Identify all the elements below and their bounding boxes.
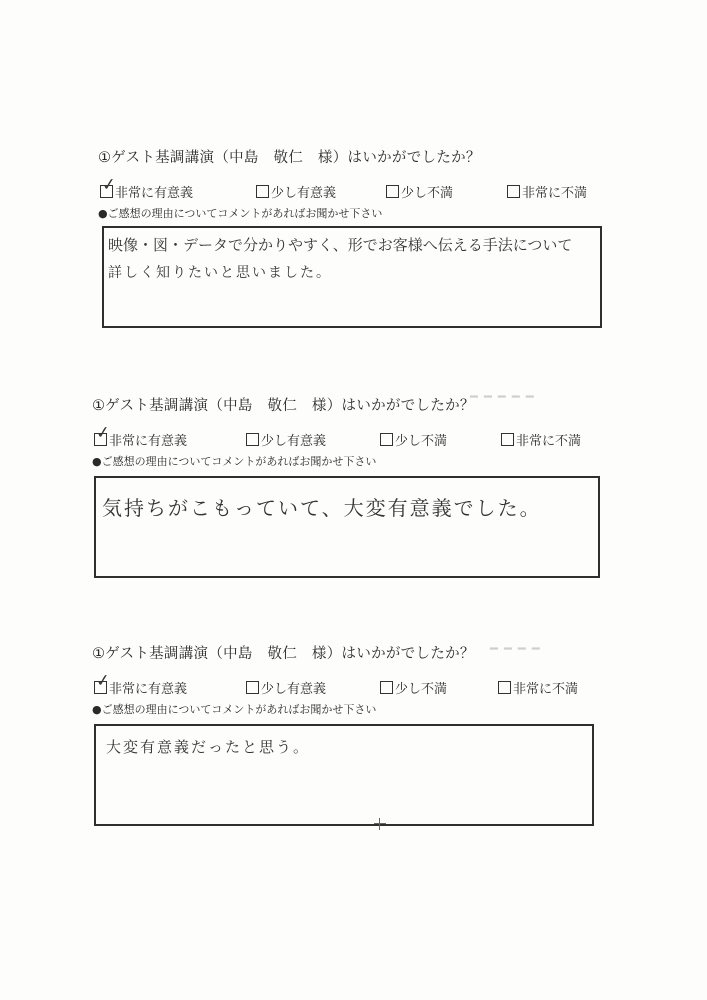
checkbox[interactable] — [246, 433, 259, 446]
option-somewhat-dissatisfied[interactable] — [386, 182, 453, 201]
comment-box[interactable] — [102, 226, 602, 328]
option-very-dissatisfied[interactable] — [498, 678, 578, 697]
checkbox[interactable] — [94, 422, 112, 446]
comment-box[interactable] — [94, 476, 600, 578]
option-very-meaningful[interactable] — [94, 670, 188, 697]
option-somewhat-dissatisfied[interactable] — [380, 430, 447, 449]
option-somewhat-dissatisfied[interactable] — [380, 678, 447, 697]
option-label: 非常に不満 — [513, 682, 579, 697]
handwritten-comment-line: 詳しく知りたいと思いました。 — [108, 265, 332, 281]
check-mark-icon: ✓ — [94, 670, 112, 692]
comment-prompt: ●ご感想の理由についてコメントがあればお聞かせ下さい — [92, 703, 377, 716]
comment-prompt: ●ご感想の理由についてコメントがあればお聞かせ下さい — [98, 207, 383, 220]
checkbox[interactable] — [507, 185, 520, 198]
checkbox[interactable] — [380, 681, 393, 694]
option-somewhat-meaningful[interactable] — [246, 678, 326, 697]
bleed-through-text: ━ ━ ━ ━ ━ — [470, 390, 535, 405]
handwritten-comment-line: 映像・図・データで分かりやすく、形でお客様へ伝える手法について — [108, 236, 573, 254]
option-label: 少し不満 — [401, 186, 454, 201]
comment-prompt: ●ご感想の理由についてコメントがあればお聞かせ下さい — [92, 455, 377, 468]
checkbox[interactable] — [256, 185, 269, 198]
option-label: 非常に有意義 — [109, 434, 188, 449]
option-very-dissatisfied[interactable] — [507, 182, 587, 201]
question-title: ①ゲスト基調講演（中島 敬仁 様）はいかがでしたか？ — [92, 398, 475, 414]
option-label: 非常に有意義 — [115, 186, 194, 201]
scan-crosshair-icon — [374, 818, 386, 830]
option-label: 非常に不満 — [516, 434, 582, 449]
checkbox[interactable] — [501, 433, 514, 446]
checkbox[interactable] — [380, 433, 393, 446]
check-mark-icon: ✓ — [94, 422, 112, 444]
handwritten-comment-line: 大変有意義だったと思う。 — [106, 738, 311, 756]
rating-options — [100, 174, 600, 202]
option-somewhat-meaningful[interactable] — [246, 430, 326, 449]
option-label: 少し不満 — [395, 434, 448, 449]
question-title: ①ゲスト基調講演（中島 敬仁 様）はいかがでしたか？ — [98, 150, 481, 166]
option-very-meaningful[interactable] — [94, 422, 188, 449]
rating-options — [94, 670, 594, 698]
handwritten-comment-line: 気持ちがこもっていて、大変有意義でした。 — [102, 496, 542, 520]
checkbox[interactable] — [94, 670, 112, 694]
option-label: 少し有意義 — [261, 682, 327, 697]
option-label: 少し有意義 — [261, 434, 327, 449]
option-label: 少し有意義 — [271, 186, 337, 201]
option-somewhat-meaningful[interactable] — [256, 182, 336, 201]
checkbox[interactable] — [386, 185, 399, 198]
checkbox[interactable] — [246, 681, 259, 694]
check-mark-icon: ✓ — [100, 174, 118, 196]
question-title: ①ゲスト基調講演（中島 敬仁 様）はいかがでしたか？ — [92, 646, 475, 662]
option-label: 非常に不満 — [522, 186, 588, 201]
checkbox[interactable] — [498, 681, 511, 694]
comment-box[interactable] — [94, 724, 594, 826]
bleed-through-text: ━ ━ ━ ━ — [490, 642, 541, 657]
checkbox[interactable] — [100, 174, 118, 198]
rating-options — [94, 422, 594, 450]
option-label: 少し不満 — [395, 682, 448, 697]
option-label: 非常に有意義 — [109, 682, 188, 697]
option-very-meaningful[interactable] — [100, 174, 194, 201]
option-very-dissatisfied[interactable] — [501, 430, 581, 449]
